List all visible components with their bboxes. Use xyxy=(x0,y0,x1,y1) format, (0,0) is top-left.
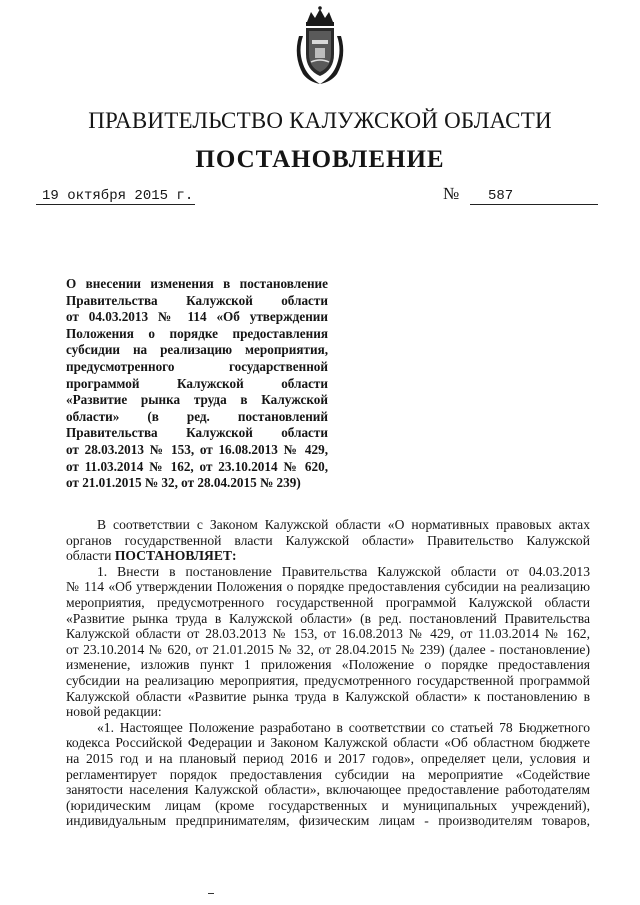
document-number: 587 xyxy=(470,188,598,205)
document-type-title: ПОСТАНОВЛЕНИЕ xyxy=(195,146,445,173)
coat-of-arms-emblem xyxy=(289,6,351,86)
body-line: на 2015 год и на плановый период 2016 и 2017 годов», определяет цели, условия и xyxy=(66,750,590,766)
document-body xyxy=(66,517,590,829)
number-sign: № xyxy=(443,184,460,203)
body-line: (юридическим лицам (кроме государственных и муниципальных учреждений), xyxy=(66,797,590,813)
body-line: от 23.10.2014 № 620, от 21.01.2015 № 32, от 28.04.2015 № 239) (далее - постановление) xyxy=(66,641,590,657)
body-line: занятости населения Калужской области», включающее предоставление работодателям xyxy=(66,782,590,798)
subject-line: области» (в ред. постановлений xyxy=(66,408,328,424)
body-line: мероприятия, предусмотренного государственной программой Калужской области xyxy=(66,594,590,610)
body-line: «1. Настоящее Положение разработано в соответствии со статьей 78 Бюджетного xyxy=(97,719,590,735)
subject-line: Правительства Калужской области xyxy=(66,292,328,308)
resolves-keyword: ПОСТАНОВЛЯЕТ: xyxy=(114,548,237,564)
body-line: Калужской области от 28.03.2013 № 153, от 16.08.2013 № 429, от 11.03.2014 № 162, xyxy=(66,626,590,642)
body-line: № 114 «Об утверждении Положения о порядке предоставления субсидии на реализацию xyxy=(66,579,590,595)
subject-line: от 04.03.2013 № 114 «Об утверждении xyxy=(66,309,328,325)
document-date: 19 октября 2015 г. xyxy=(36,188,195,205)
subject-line: от 21.01.2015 № 32, от 28.04.2015 № 239) xyxy=(66,475,301,491)
body-line: В соответствии с Законом Калужской области «О нормативных правовых актах xyxy=(97,517,590,532)
body-line: кодекса Российской Федерации и Законом Калужской области «Об областном бюджете xyxy=(66,735,590,751)
subject-line: «Развитие рынка труда в Калужской xyxy=(66,392,328,408)
subject-line: от 28.03.2013 № 153, от 16.08.2013 № 429, xyxy=(66,441,328,457)
body-line-resolves xyxy=(66,548,590,564)
body-line: субсидии на реализацию мероприятия, предусмотренного государственной программой xyxy=(66,672,590,688)
organization-title: ПРАВИТЕЛЬСТВО КАЛУЖСКОЙ ОБЛАСТИ xyxy=(88,108,552,133)
subject-line: О внесении изменения в постановление xyxy=(66,276,328,291)
subject-line: программой Калужской области xyxy=(66,375,328,391)
body-line-prefix: области xyxy=(66,548,112,564)
body-line: изменение, изложив пункт 1 приложения «Положение о порядке предоставления xyxy=(66,657,590,673)
body-line: новой редакции: xyxy=(66,704,162,720)
subject-line: предусмотренного государственной xyxy=(66,358,328,374)
document-subject xyxy=(66,276,328,492)
body-line: Калужской области «Развитие рынка труда в Калужской области» к постановлению в xyxy=(66,688,590,704)
subject-line: Положения о порядке предоставления xyxy=(66,325,328,341)
body-line: «Развитие рынка труда в Калужской области» (в ред. постановлений Правительства xyxy=(66,610,590,626)
subject-line: от 11.03.2014 № 162, от 23.10.2014 № 620, xyxy=(66,458,328,474)
subject-line: Правительства Калужской области xyxy=(66,425,328,441)
body-line: индивидуальным предпринимателям, физическим лицам - производителям товаров, xyxy=(66,813,590,829)
body-line: 1. Внести в постановление Правительства Калужской области от 04.03.2013 xyxy=(97,563,590,579)
body-line: органов государственной власти Калужской области» Правительство Калужской xyxy=(66,532,590,548)
body-line: регламентирует порядок предоставления субсидии на мероприятие «Содействие xyxy=(66,766,590,782)
scan-mark xyxy=(208,893,214,894)
subject-line: субсидии на реализацию мероприятия, xyxy=(66,342,328,358)
